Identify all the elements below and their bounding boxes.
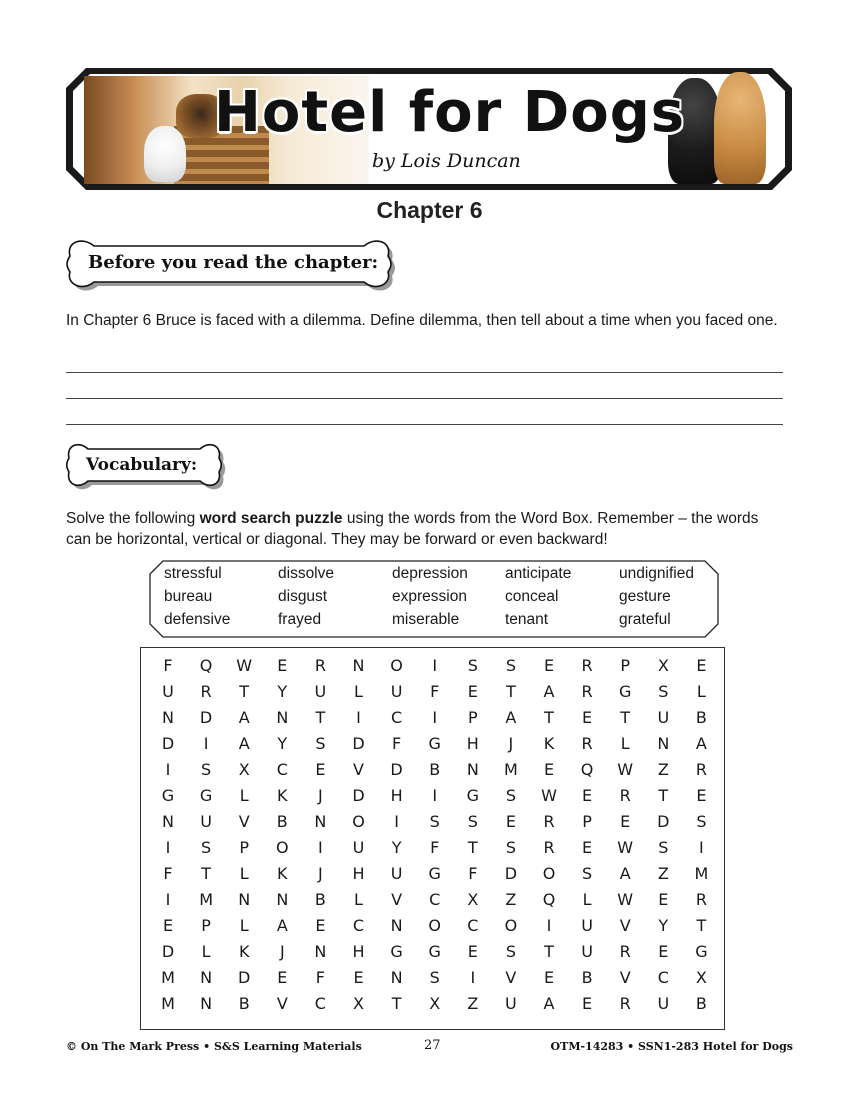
grid-letter[interactable]: V (619, 916, 631, 935)
grid-letter[interactable]: X (657, 656, 669, 675)
word-box-word: depression (392, 565, 468, 582)
grid-letter[interactable]: B (695, 994, 707, 1013)
grid-letter[interactable]: E (696, 656, 707, 675)
grid-letter[interactable]: H (352, 942, 365, 961)
grid-letter[interactable]: E (696, 786, 707, 805)
grid-letter[interactable]: K (277, 786, 288, 805)
grid-letter[interactable]: L (201, 942, 211, 961)
grid-letter[interactable]: A (238, 734, 250, 753)
grid-letter[interactable]: J (318, 786, 323, 805)
grid-letter[interactable]: U (581, 916, 593, 935)
grid-letter[interactable]: K (238, 942, 250, 961)
vocabulary-heading-bone (64, 440, 234, 496)
grid-letter[interactable]: T (201, 864, 211, 883)
word-search-grid (140, 647, 725, 1030)
grid-letter[interactable]: N (200, 994, 213, 1013)
grid-letter[interactable]: I (318, 838, 323, 857)
grid-letter[interactable]: E (315, 760, 326, 779)
grid-letter[interactable]: I (432, 656, 438, 675)
grid-letter[interactable]: F (430, 838, 440, 857)
grid-letter[interactable]: U (581, 942, 593, 961)
grid-letter[interactable]: N (276, 708, 289, 727)
grid-letter[interactable]: F (163, 864, 173, 883)
word-box-word: undignified (619, 565, 694, 582)
grid-letter[interactable]: V (276, 994, 288, 1013)
grid-letter[interactable]: S (582, 864, 593, 883)
grid-letter[interactable]: R (581, 734, 593, 753)
grid-letter[interactable]: X (429, 994, 441, 1013)
grid-letter[interactable]: S (658, 838, 669, 857)
grid-letter[interactable]: I (356, 708, 361, 727)
grid-letter[interactable]: I (470, 968, 476, 987)
grid-letter[interactable]: C (276, 760, 288, 779)
grid-letter[interactable]: E (620, 812, 631, 831)
word-box-word: gesture (619, 588, 671, 605)
grid-letter[interactable]: T (620, 708, 631, 727)
grid-letter[interactable]: I (165, 890, 171, 909)
book-author: by Lois Duncan (372, 150, 521, 172)
grid-letter[interactable]: U (505, 994, 517, 1013)
grid-letter[interactable]: T (391, 994, 402, 1013)
grid-letter[interactable]: P (620, 656, 631, 675)
grid-letter[interactable]: G (695, 942, 708, 961)
grid-letter[interactable]: D (390, 760, 403, 779)
grid-letter[interactable]: K (277, 864, 288, 883)
word-box-word: defensive (164, 611, 231, 628)
grid-letter[interactable]: O (504, 916, 518, 935)
grid-letter[interactable]: J (508, 734, 514, 753)
grid-letter[interactable]: V (391, 890, 403, 909)
grid-letter[interactable]: E (467, 942, 478, 961)
grid-letter[interactable]: R (581, 656, 593, 675)
word-box-word: tenant (505, 611, 549, 628)
grid-letter[interactable]: R (581, 682, 593, 701)
grid-letter[interactable]: V (505, 968, 517, 987)
grid-letter[interactable]: W (617, 890, 634, 909)
chapter-title: Chapter 6 (376, 197, 483, 223)
grid-letter[interactable]: I (165, 760, 171, 779)
word-box-word: dissolve (278, 565, 334, 582)
golden-dog-image (714, 72, 766, 184)
before-reading-heading-bone (64, 236, 404, 296)
grid-letter[interactable]: N (314, 812, 327, 831)
grid-letter[interactable]: J (318, 864, 323, 883)
grid-letter[interactable]: R (695, 890, 707, 909)
grid-letter[interactable]: N (162, 708, 174, 727)
grid-letter[interactable]: M (161, 968, 175, 987)
grid-letter[interactable]: L (239, 786, 249, 805)
grid-letter[interactable]: E (277, 968, 288, 987)
grid-letter[interactable]: S (505, 942, 516, 961)
grid-letter[interactable]: F (163, 656, 173, 675)
grid-letter[interactable]: L (354, 682, 363, 701)
grid-letter[interactable]: T (696, 916, 707, 935)
grid-letter[interactable]: D (504, 864, 518, 883)
grid-letter[interactable]: C (391, 708, 403, 727)
instructions-bold: word search puzzle (199, 510, 343, 527)
grid-letter[interactable]: P (467, 708, 478, 727)
grid-letter[interactable]: I (394, 812, 399, 831)
instructions-text: Solve the following (66, 510, 200, 527)
grid-letter[interactable]: R (200, 682, 212, 701)
grid-letter[interactable]: D (199, 708, 213, 727)
grid-letter[interactable]: Z (505, 890, 517, 909)
grid-letter[interactable]: P (239, 838, 250, 857)
grid-letter[interactable]: E (658, 890, 669, 909)
grid-letter[interactable]: H (352, 864, 365, 883)
grid-letter[interactable]: U (314, 682, 327, 701)
answer-line[interactable] (66, 398, 783, 399)
grid-letter[interactable]: C (657, 968, 669, 987)
grid-letter[interactable]: T (658, 786, 669, 805)
grid-letter[interactable]: A (619, 864, 631, 883)
grid-letter[interactable]: D (238, 968, 251, 987)
vocabulary-instructions (66, 508, 786, 550)
grid-letter[interactable]: E (543, 968, 555, 987)
grid-letter[interactable]: G (428, 864, 441, 883)
grid-letter[interactable]: E (582, 786, 593, 805)
grid-letter[interactable]: F (315, 968, 325, 987)
grid-letter[interactable]: O (390, 656, 403, 675)
grid-letter[interactable]: D (657, 812, 670, 831)
grid-letter[interactable]: U (162, 682, 174, 701)
grid-letter[interactable]: C (467, 916, 479, 935)
grid-letter[interactable]: R (543, 812, 555, 831)
grid-letter[interactable]: V (353, 760, 364, 779)
grid-letter[interactable]: O (542, 864, 556, 883)
grid-letter[interactable]: E (277, 656, 288, 675)
grid-letter[interactable]: U (390, 864, 403, 883)
grid-letter[interactable]: S (201, 760, 212, 779)
word-box-word: conceal (505, 588, 559, 605)
grid-letter[interactable]: W (617, 838, 634, 857)
grid-letter[interactable]: A (695, 734, 707, 753)
grid-letter[interactable]: U (657, 708, 670, 727)
grid-letter[interactable]: E (353, 968, 364, 987)
word-box-word: anticipate (505, 565, 572, 582)
grid-letter[interactable]: T (506, 682, 516, 701)
grid-letter[interactable]: R (619, 942, 631, 961)
grid-letter[interactable]: D (161, 942, 175, 961)
grid-letter[interactable]: B (314, 890, 326, 909)
grid-letter[interactable]: M (161, 994, 175, 1013)
white-dog-image (144, 126, 186, 182)
grid-letter[interactable]: S (505, 838, 516, 857)
grid-letter[interactable]: U (390, 682, 403, 701)
grid-letter[interactable]: P (201, 916, 211, 935)
vocabulary-heading: Vocabulary: (86, 455, 198, 475)
grid-letter[interactable]: N (466, 760, 479, 779)
grid-letter[interactable]: E (582, 994, 593, 1013)
grid-letter[interactable]: G (466, 786, 479, 805)
grid-letter[interactable]: L (582, 890, 592, 909)
grid-letter[interactable]: A (238, 708, 250, 727)
grid-letter[interactable]: E (582, 838, 593, 857)
grid-letter[interactable]: O (428, 916, 441, 935)
grid-letter[interactable]: T (239, 682, 250, 701)
grid-letter[interactable]: H (390, 786, 403, 805)
grid-letter[interactable]: F (430, 682, 440, 701)
grid-letter[interactable]: O (352, 812, 365, 831)
grid-letter[interactable]: L (620, 734, 630, 753)
footer-product-code: OTM-14283 • SSN1-283 Hotel for Dogs (550, 1040, 793, 1053)
grid-letter[interactable]: M (199, 890, 213, 909)
grid-letter[interactable]: L (239, 916, 249, 935)
before-reading-prompt: In Chapter 6 Bruce is faced with a dilemma. Define dilemma, then tell about a time when you faced one. (66, 312, 778, 329)
grid-letter[interactable]: N (657, 734, 670, 753)
grid-letter[interactable]: C (352, 916, 365, 935)
word-box-word: miserable (392, 611, 460, 628)
grid-letter[interactable]: Q (199, 656, 213, 675)
grid-letter[interactable]: G (618, 682, 632, 701)
grid-letter[interactable]: E (543, 656, 555, 675)
grid-letter[interactable]: D (352, 786, 365, 805)
grid-letter[interactable]: S (696, 812, 707, 831)
grid-letter[interactable]: N (162, 812, 174, 831)
answer-line[interactable] (66, 424, 783, 425)
grid-letter[interactable]: G (199, 786, 213, 805)
grid-letter[interactable]: R (619, 786, 631, 805)
grid-letter[interactable]: W (617, 760, 634, 779)
grid-letter[interactable]: M (694, 864, 709, 883)
grid-letter[interactable]: S (658, 682, 669, 701)
grid-letter[interactable]: G (428, 734, 441, 753)
grid-letter[interactable]: X (695, 968, 707, 987)
grid-letter[interactable]: B (695, 708, 707, 727)
grid-letter[interactable]: I (165, 838, 171, 857)
grid-letter[interactable]: T (315, 708, 326, 727)
grid-letter[interactable]: E (658, 942, 669, 961)
title-banner (64, 66, 794, 192)
grid-letter[interactable]: A (505, 708, 517, 727)
grid-letter[interactable]: I (699, 838, 704, 857)
word-box-word: bureau (164, 588, 213, 605)
book-title: Hotel for Dogs (214, 80, 686, 145)
grid-letter[interactable]: E (162, 916, 174, 935)
answer-line[interactable] (66, 372, 783, 373)
grid-letter[interactable]: A (276, 916, 288, 935)
grid-letter[interactable]: N (352, 656, 365, 675)
grid-letter[interactable]: E (582, 708, 593, 727)
grid-letter[interactable]: J (279, 942, 285, 961)
grid-letter[interactable]: S (505, 786, 516, 805)
grid-letter[interactable]: G (428, 942, 441, 961)
grid-letter[interactable]: I (546, 916, 552, 935)
grid-letter[interactable]: T (467, 838, 478, 857)
grid-letter[interactable]: R (543, 838, 555, 857)
grid-letter[interactable]: N (314, 942, 327, 961)
grid-letter[interactable]: E (315, 916, 326, 935)
grid-letter[interactable]: N (200, 968, 213, 987)
grid-letter[interactable]: Q (542, 890, 556, 909)
grid-letter[interactable]: O (276, 838, 289, 857)
page-number: 27 (424, 1038, 441, 1053)
grid-letter[interactable]: U (657, 994, 670, 1013)
grid-letter[interactable]: X (238, 760, 250, 779)
grid-letter[interactable]: I (203, 734, 209, 753)
grid-letter[interactable]: T (544, 708, 554, 727)
grid-letter[interactable]: Y (277, 682, 288, 701)
grid-letter[interactable]: G (161, 786, 175, 805)
grid-letter[interactable]: Z (657, 760, 669, 779)
grid-letter[interactable]: L (239, 864, 249, 883)
grid-letter[interactable]: B (276, 812, 288, 831)
grid-letter[interactable]: S (429, 812, 440, 831)
grid-letter[interactable]: I (432, 708, 438, 727)
grid-letter[interactable]: I (432, 786, 438, 805)
grid-letter[interactable]: P (582, 812, 592, 831)
grid-letter[interactable]: S (201, 838, 212, 857)
grid-letter[interactable]: H (466, 734, 479, 753)
grid-letter[interactable]: C (314, 994, 326, 1013)
grid-letter[interactable]: R (619, 994, 631, 1013)
grid-letter[interactable]: D (161, 734, 175, 753)
grid-letter[interactable]: B (238, 994, 250, 1013)
grid-letter[interactable]: S (467, 656, 478, 675)
grid-letter[interactable]: M (503, 760, 518, 779)
footer-publisher: © On The Mark Press • S&S Learning Materials (66, 1040, 362, 1053)
word-box-word: frayed (278, 611, 322, 628)
grid-letter[interactable]: Y (277, 734, 288, 753)
grid-letter[interactable]: U (200, 812, 212, 831)
grid-letter[interactable]: S (429, 968, 440, 987)
grid-letter[interactable]: R (695, 760, 707, 779)
grid-letter[interactable]: A (543, 994, 555, 1013)
grid-letter[interactable]: Q (580, 760, 594, 779)
grid-letter[interactable]: Y (391, 838, 402, 857)
grid-letter[interactable]: D (352, 734, 365, 753)
word-box-word: expression (392, 588, 467, 605)
grid-letter[interactable]: E (543, 760, 555, 779)
grid-letter[interactable]: W (236, 656, 253, 675)
grid-letter[interactable]: R (314, 656, 326, 675)
grid-letter[interactable]: S (315, 734, 326, 753)
grid-letter[interactable]: Z (657, 864, 669, 883)
instructions-text: using the words from the Word Box. Remember – the words can be horizontal, vertical or diagonal. They may be forward or even backward! (66, 510, 759, 548)
word-box-word: disgust (278, 588, 328, 605)
grid-letter[interactable]: V (238, 812, 250, 831)
grid-letter[interactable]: E (505, 812, 516, 831)
grid-letter[interactable]: F (391, 734, 402, 753)
grid-letter[interactable]: A (543, 682, 555, 701)
grid-letter[interactable]: N (390, 968, 403, 987)
grid-letter[interactable]: C (429, 890, 441, 909)
grid-letter[interactable]: N (390, 916, 403, 935)
grid-letter[interactable]: Z (467, 994, 479, 1013)
grid-letter[interactable]: F (468, 864, 478, 883)
grid-letter[interactable]: K (543, 734, 555, 753)
word-box (149, 560, 719, 638)
grid-letter[interactable]: T (544, 942, 554, 961)
grid-letter[interactable]: E (467, 682, 478, 701)
word-box-word: stressful (164, 565, 222, 582)
grid-letter[interactable]: N (238, 890, 251, 909)
grid-letter[interactable]: G (390, 942, 403, 961)
grid-letter[interactable]: S (505, 656, 516, 675)
grid-letter[interactable]: L (354, 890, 363, 909)
grid-letter[interactable]: B (429, 760, 441, 779)
grid-letter[interactable]: X (467, 890, 479, 909)
grid-letter[interactable]: N (276, 890, 289, 909)
grid-letter[interactable]: L (696, 682, 706, 701)
before-reading-heading: Before you read the chapter: (88, 252, 379, 273)
grid-letter[interactable]: V (619, 968, 631, 987)
grid-letter[interactable]: Y (658, 916, 669, 935)
grid-letter[interactable]: B (581, 968, 593, 987)
grid-letter[interactable]: S (467, 812, 478, 831)
word-box-word: grateful (619, 611, 671, 628)
grid-letter[interactable]: U (352, 838, 365, 857)
grid-letter[interactable]: W (541, 786, 557, 805)
grid-letter[interactable]: X (353, 994, 364, 1013)
